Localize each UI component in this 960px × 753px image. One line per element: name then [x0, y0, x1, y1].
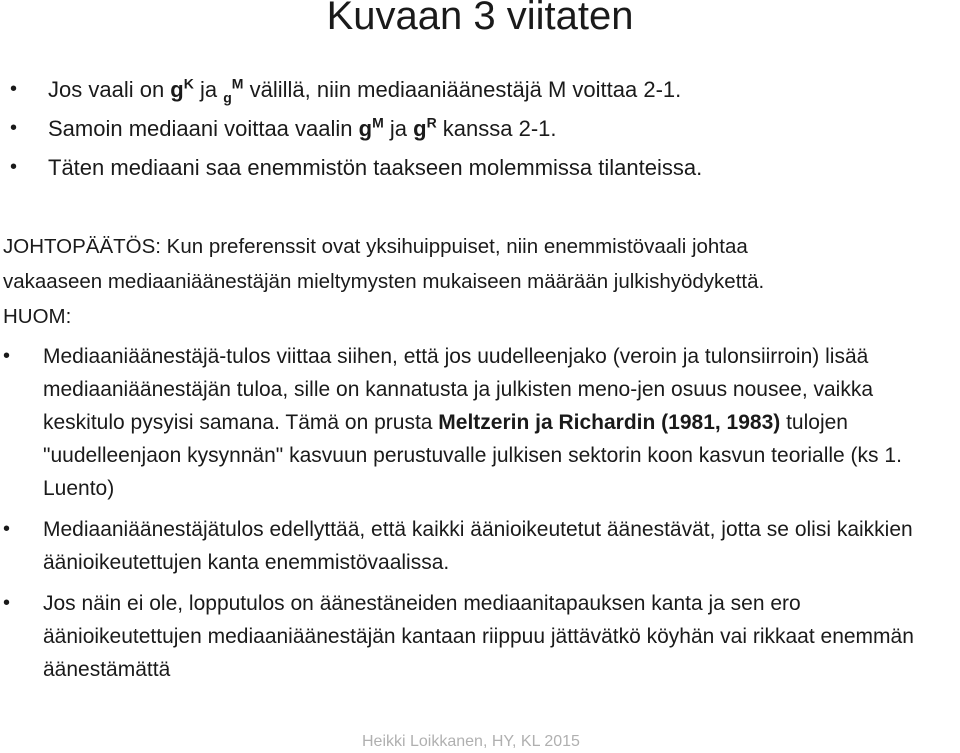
- bullet-2-text: Samoin mediaani voittaa vaalin $g^M$ ja $g^R$ kanssa 2-1.: [48, 114, 557, 141]
- slide-footer: Heikki Loikkanen, HY, KL 2015: [362, 733, 580, 750]
- huom-bullet-item-3: [0, 587, 955, 686]
- huom-bullet-2-text: Mediaaniäänestäjätulos edellyttää, että kaikki äänioikeutetut äänestävät, jotta se olisi kaikkien äänioikeutettujen kanta enemmistövaalissa.: [43, 518, 913, 574]
- bullet-dot-icon: •: [10, 156, 18, 178]
- top-bullet-list: [10, 70, 702, 187]
- huom-bullet-list: [0, 340, 955, 694]
- bullet-item-1: [10, 70, 702, 109]
- bullet-item-2: [10, 109, 702, 148]
- bullet-1-text: Jos vaali on $g^K$ ja $_g^M$ välillä, niin mediaaniäänestäjä M voittaa 2-1.: [48, 75, 682, 106]
- citation-authors: Meltzerin ja Richardin (1981, 1983): [438, 411, 781, 434]
- huom-label: HUOM:: [3, 305, 72, 328]
- conclusion-line-2: vakaaseen mediaaniäänestäjän mieltymysten mukaiseen määrään julkishyödykettä.: [3, 270, 765, 293]
- huom-bullet-item-1: [0, 340, 955, 505]
- bullet-3-text: Täten mediaani saa enemmistön taakseen molemmissa tilanteissa.: [48, 155, 703, 180]
- conclusion-line-1: JOHTOPÄÄTÖS: Kun preferenssit ovat yksihuippuiset, niin enemmistövaali johtaa: [3, 235, 748, 258]
- huom-bullet-item-2: [0, 513, 955, 579]
- bullet-dot-icon: •: [3, 345, 11, 367]
- bullet-dot-icon: •: [3, 592, 11, 614]
- bullet-dot-icon: •: [10, 78, 18, 100]
- huom-bullet-1-text: Mediaaniäänestäjä-tulos viittaa siihen, että jos uudelleenjako (veroin ja tulonsiirroin) lisää mediaaniäänestäjän tuloa, sille on kannatusta ja julkisten meno-jen osuus nousee, vaikka keskitulo pysyisi samana. Tämä on prusta Meltzerin ja Richardin (1981, 1983) tulojen "uudelleenjaon kysynnän" kasvuun perustuvalle julkisen sektorin koon kasvun teorialle (ks 1. Luento): [43, 345, 902, 500]
- bullet-item-3: [10, 148, 702, 187]
- bullet-dot-icon: •: [10, 117, 18, 139]
- slide-title: Kuvaan 3 viitaten: [326, 0, 634, 38]
- bullet-dot-icon: •: [3, 518, 11, 540]
- conclusion-paragraph: [3, 229, 953, 299]
- huom-bullet-3-text: Jos näin ei ole, lopputulos on äänestäneiden mediaanitapauksen kanta ja sen ero äänioikeutettujen mediaaniäänestäjän kantaan riippuu jättävätkö köyhän vai rikkaat enemmän äänestämättä: [43, 592, 914, 681]
